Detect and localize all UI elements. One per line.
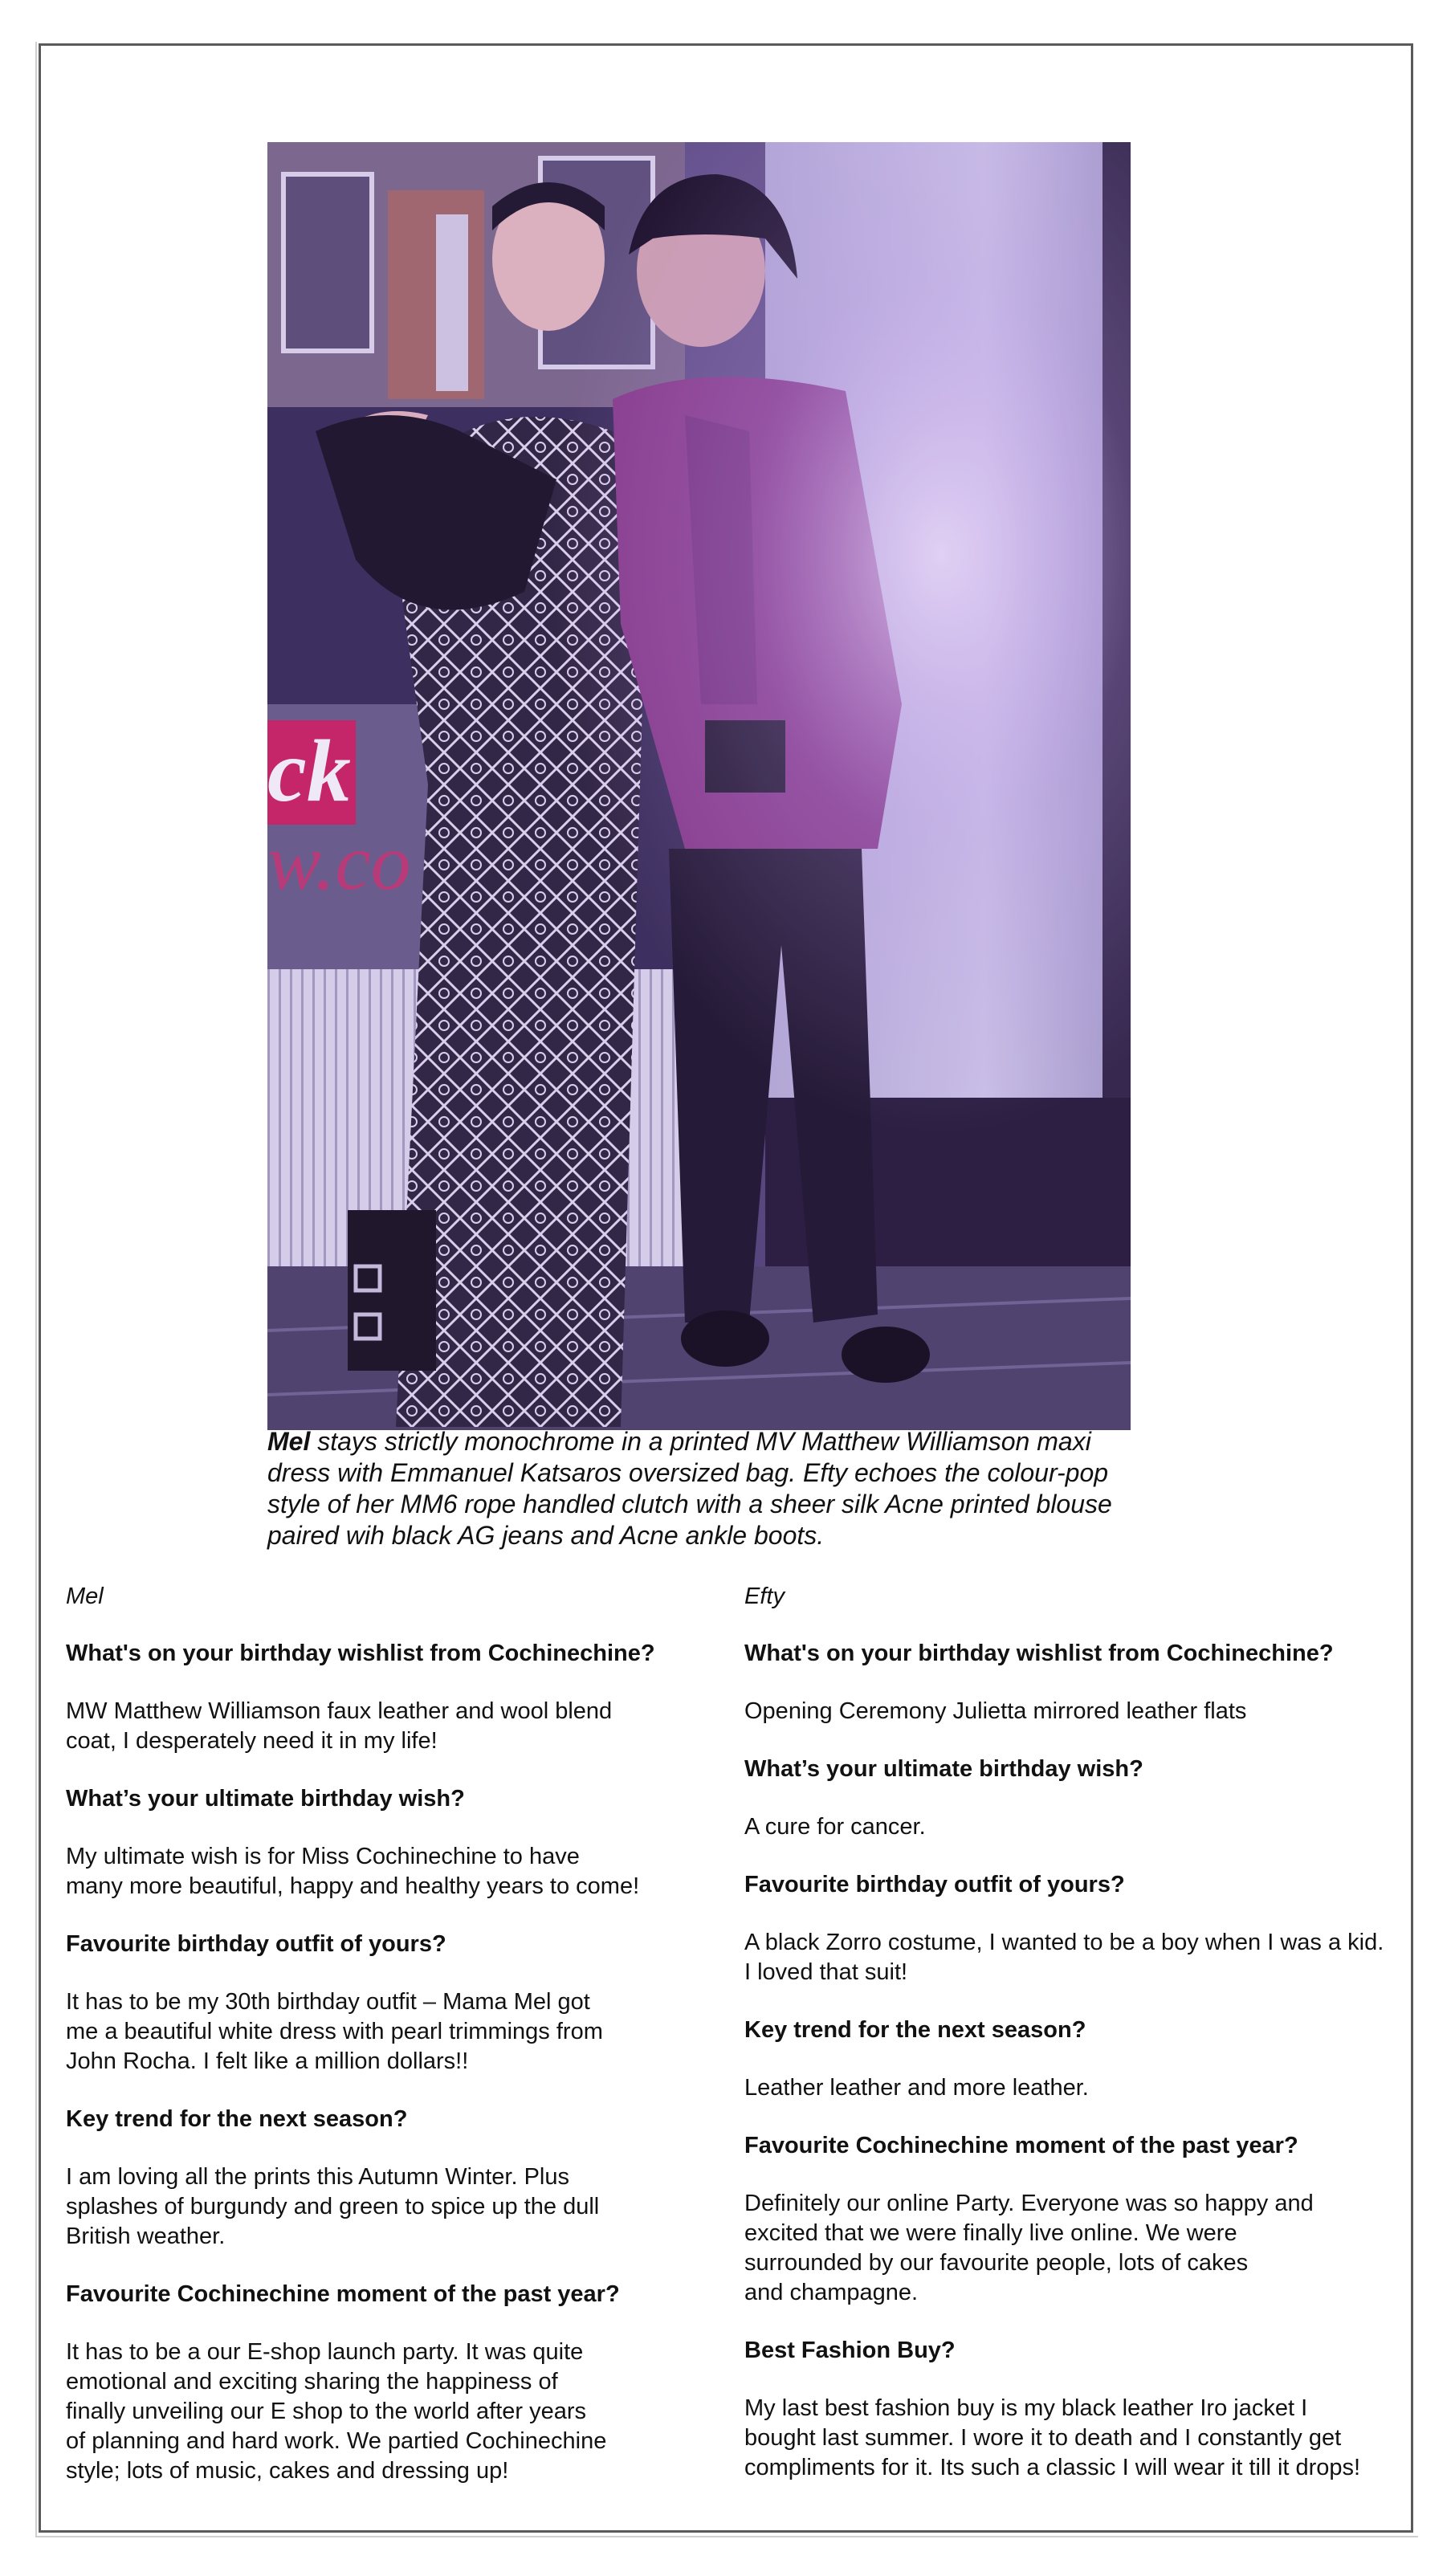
caption-name: Mel bbox=[267, 1427, 311, 1456]
question: What's on your birthday wishlist from Cochinechine? bbox=[744, 1641, 1334, 1666]
interviewee-name: Mel bbox=[66, 1584, 104, 1609]
answer: Definitely our online Party. Everyone was so happy and excited that we were finally live online. We were surrounded by our favourite people, lots of cakes and champagne. bbox=[744, 2191, 1314, 2305]
question: Key trend for the next season? bbox=[66, 2106, 408, 2132]
question: What’s your ultimate birthday wish? bbox=[744, 1756, 1143, 1782]
question: Key trend for the next season? bbox=[744, 2017, 1086, 2043]
photo-illustration bbox=[267, 142, 1131, 1430]
question: Favourite birthday outfit of yours? bbox=[744, 1872, 1125, 1897]
question: Favourite Cochinechine moment of the past year? bbox=[66, 2281, 620, 2307]
answer: Opening Ceremony Julietta mirrored leather flats bbox=[744, 1698, 1247, 1724]
question: Favourite birthday outfit of yours? bbox=[66, 1931, 446, 1957]
street-style-photo bbox=[267, 142, 1131, 1430]
caption-text: stays strictly monochrome in a printed MV Matthew Williamson maxi dress with Emmanuel Katsaros oversized bag. Efty echoes the colour-pop style of her MM6 rope handled clutch with a sheer silk Acne printed blouse paired wih black AG jeans and Acne ankle boots. bbox=[267, 1427, 1112, 1550]
question: What’s your ultimate birthday wish? bbox=[66, 1786, 465, 1812]
answer: Leather leather and more leather. bbox=[744, 2075, 1089, 2101]
interviewee-name: Efty bbox=[744, 1584, 785, 1609]
question: Favourite Cochinechine moment of the past year? bbox=[744, 2133, 1298, 2158]
answer: It has to be a our E-shop launch party. It was quite emotional and exciting sharing the happiness of finally unveiling our E shop to the world after years of planning and hard work. We partied Cochinechine style; lots of music, cakes and dressing up! bbox=[66, 2339, 607, 2484]
answer: A cure for cancer. bbox=[744, 1814, 926, 1840]
answer: A black Zorro costume, I wanted to be a boy when I was a kid. I loved that suit! bbox=[744, 1930, 1384, 1985]
answer: My last best fashion buy is my black leather Iro jacket I bought last summer. I wore it to death and I constantly get compliments for it. Its such a classic I will wear it till it drops! bbox=[744, 2395, 1361, 2480]
answer: MW Matthew Williamson faux leather and wool blend coat, I desperately need it in my life! bbox=[66, 1698, 613, 1754]
answer: It has to be my 30th birthday outfit – Mama Mel got me a beautiful white dress with pearl trimmings from John Rocha. I felt like a million dollars!! bbox=[66, 1989, 603, 2074]
efty-interview-column bbox=[744, 1582, 1411, 2511]
answer: My ultimate wish is for Miss Cochinechine to have many more beautiful, happy and healthy years to come! bbox=[66, 1844, 640, 1899]
question: Best Fashion Buy? bbox=[744, 2338, 956, 2363]
question: What's on your birthday wishlist from Cochinechine? bbox=[66, 1641, 655, 1666]
photo-caption bbox=[267, 1426, 1143, 1551]
mel-interview-column bbox=[66, 1582, 676, 2514]
answer: I am loving all the prints this Autumn Winter. Plus splashes of burgundy and green to spice up the dull British weather. bbox=[66, 2164, 600, 2249]
